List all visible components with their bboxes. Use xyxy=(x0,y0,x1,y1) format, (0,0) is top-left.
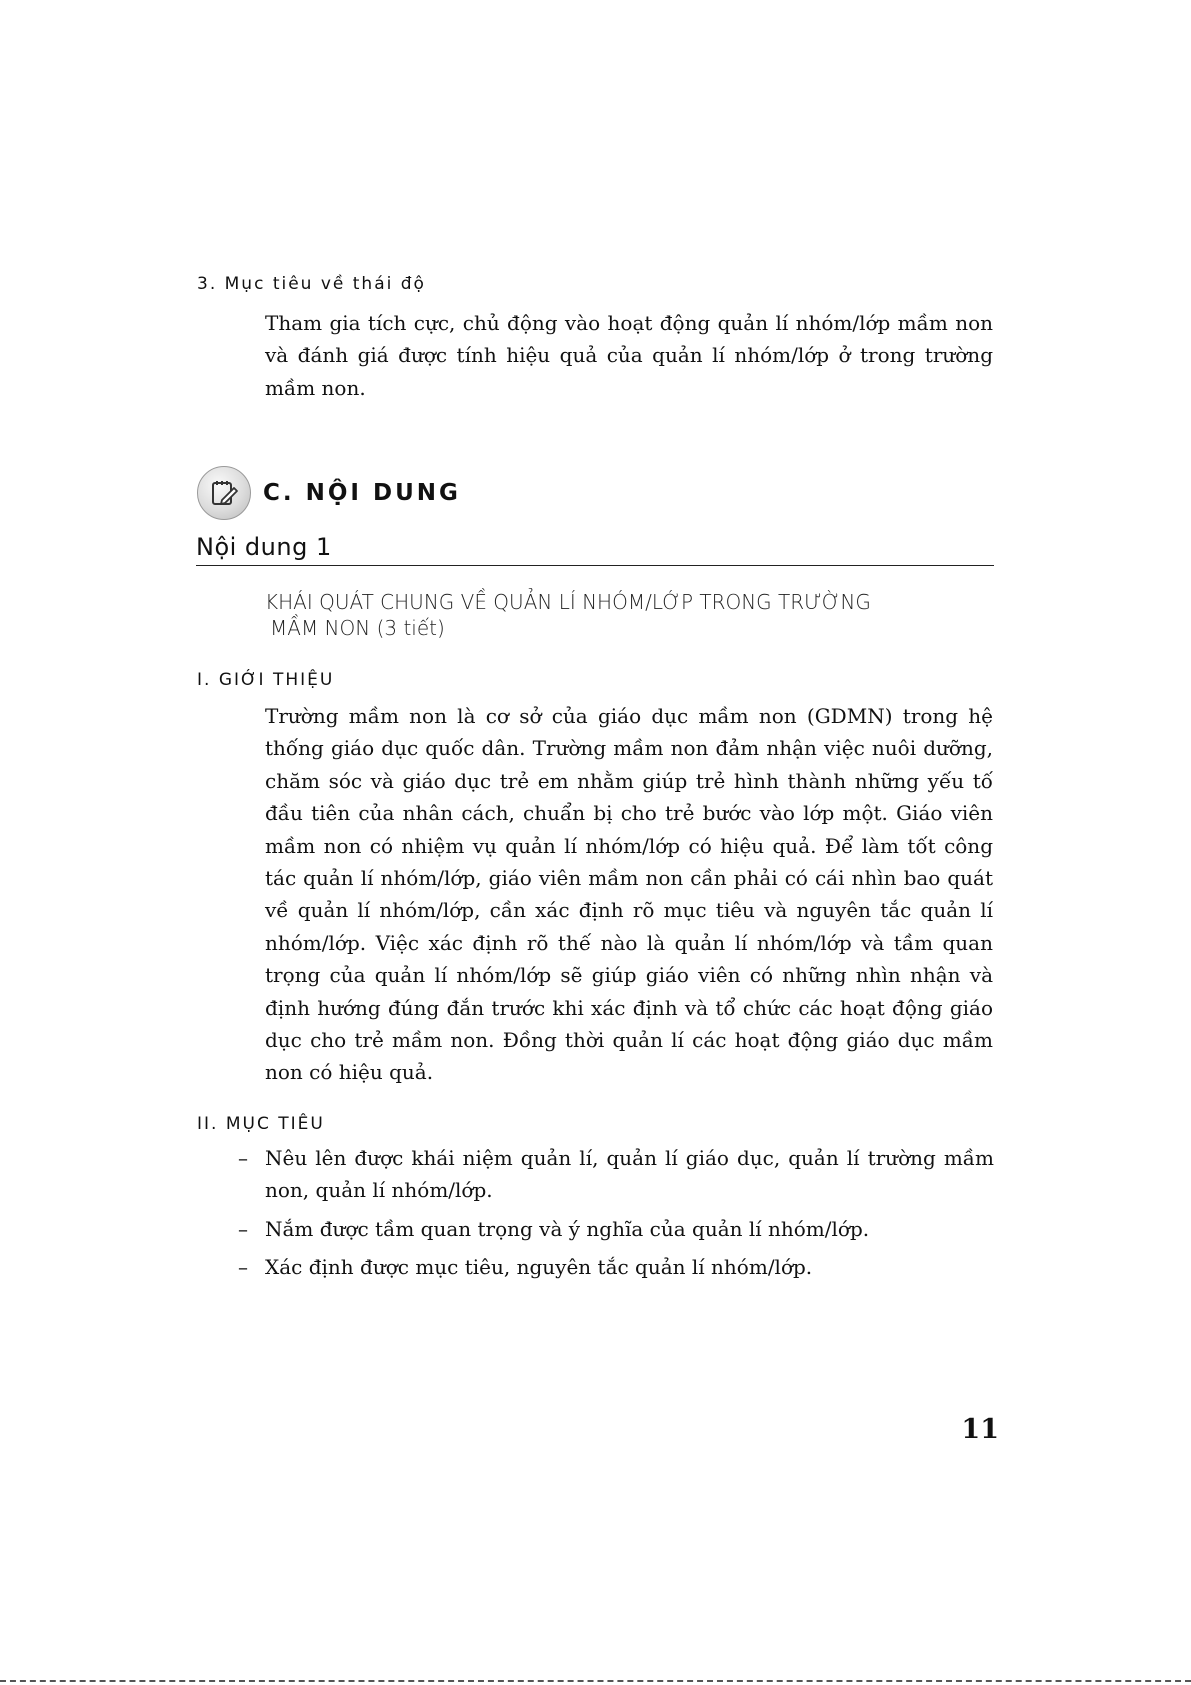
title-divider xyxy=(196,565,994,566)
bullet-dash: – xyxy=(238,1255,248,1280)
list-item xyxy=(238,1213,994,1245)
intro-heading: I. GIỚI THIỆU xyxy=(197,670,335,690)
content-1-subtitle-line1: KHÁI QUÁT CHUNG VỀ QUẢN LÍ NHÓM/LỚP TRONG TRƯỜNG xyxy=(265,590,871,614)
list-item xyxy=(238,1142,994,1207)
section-c-header xyxy=(197,463,461,523)
list-item-text: Nắm được tầm quan trọng và ý nghĩa của quản lí nhóm/lớp. xyxy=(265,1216,870,1241)
section-c-title: C. NỘI DUNG xyxy=(263,480,461,506)
attitude-objective-heading: 3. Mục tiêu về thái độ xyxy=(197,274,426,294)
list-item-text: Nêu lên được khái niệm quản lí, quản lí giáo dục, quản lí trường mầm non, quản lí nhóm/lớp. xyxy=(265,1146,994,1203)
goals-list xyxy=(238,1142,994,1290)
list-item xyxy=(238,1251,994,1283)
attitude-objective-text: Tham gia tích cực, chủ động vào hoạt động quản lí nhóm/lớp mầm non và đánh giá được tính hiệu quả của quản lí nhóm/lớp ở trong trường mầm non. xyxy=(265,311,993,400)
bullet-dash: – xyxy=(238,1146,248,1170)
page-bottom-border xyxy=(0,1680,1191,1682)
pencil-note-icon xyxy=(197,466,251,520)
page-number: 11 xyxy=(961,1414,999,1445)
list-item-text: Xác định được mục tiêu, nguyên tắc quản lí nhóm/lớp. xyxy=(265,1255,813,1280)
bullet-dash: – xyxy=(238,1216,248,1241)
content-1-title: Nội dung 1 xyxy=(196,533,332,561)
content-1-subtitle-line2: MẦM NON (3 tiết) xyxy=(270,616,445,640)
intro-text: Trường mầm non là cơ sở của giáo dục mầm non (GDMN) trong hệ thống giáo dục quốc dân. Trường mầm non đảm nhận việc nuôi dưỡng, chăm sóc và giáo dục trẻ em nhằm giúp trẻ hình thành những yếu tố đầu tiên của nhân cách, chuẩn bị cho trẻ bước vào lớp một. Giáo viên mầm non có nhiệm vụ quản lí nhóm/lớp có hiệu quả. Để làm tốt công tác quản lí nhóm/lớp, giáo viên mầm non cần phải có cái nhìn bao quát về quản lí nhóm/lớp, cần xác định rõ mục tiêu và nguyên tắc quản lí nhóm/lớp. Việc xác định rõ thế nào là quản lí nhóm/lớp và tầm quan trọng của quản lí nhóm/lớp sẽ giúp giáo viên có những nhìn nhận và định hướng đúng đắn trước khi xác định và tổ chức các hoạt động giáo dục cho trẻ mầm non. Đồng thời quản lí các hoạt động giáo dục mầm non có hiệu quả. xyxy=(265,704,993,1085)
content-1-subtitle xyxy=(265,589,985,641)
goals-heading: II. MỤC TIÊU xyxy=(197,1114,325,1134)
